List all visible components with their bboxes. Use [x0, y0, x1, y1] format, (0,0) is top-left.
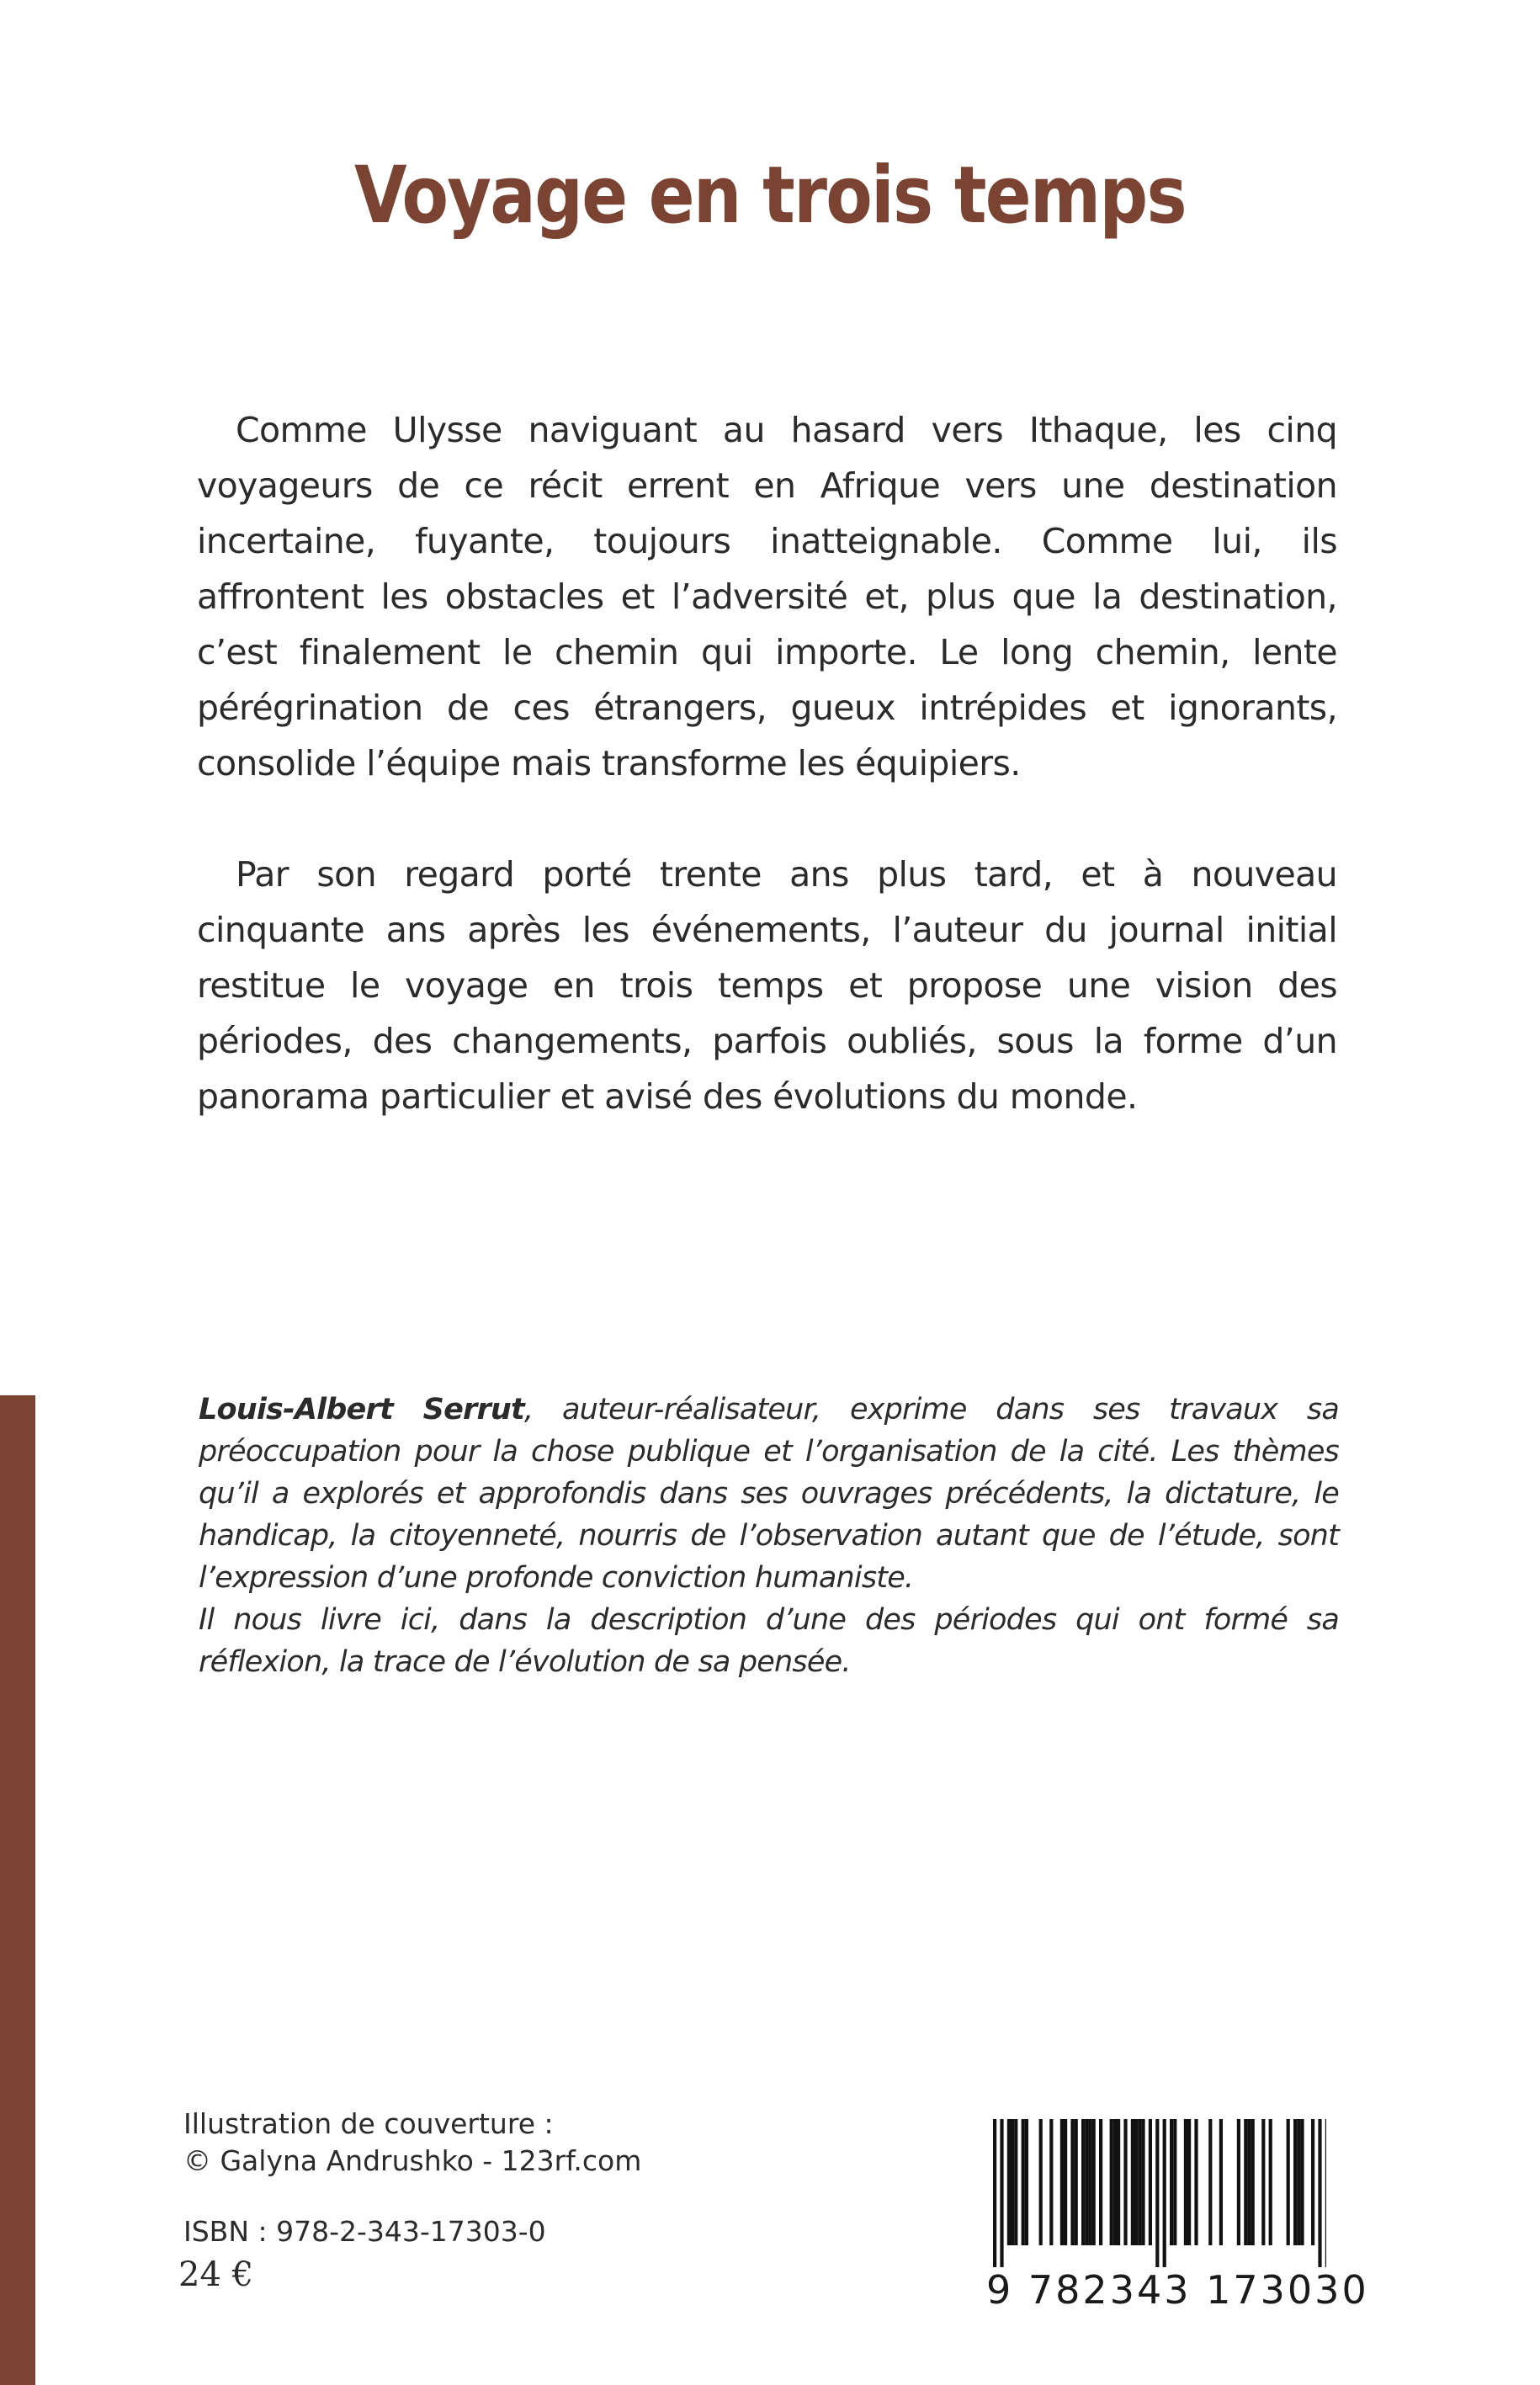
barcode-bar: [1173, 2119, 1176, 2245]
barcode-bar: [1170, 2119, 1173, 2245]
credits-source: © Galyna Andrushko - 123rf.com: [183, 2144, 642, 2177]
barcode-bar: [1070, 2119, 1074, 2245]
illustration-credits: [183, 2106, 641, 2180]
barcode-bar: [1194, 2119, 1197, 2245]
barcode-bar: [1049, 2119, 1053, 2245]
barcode-bar: [1007, 2119, 1011, 2245]
barcode-bar: [1247, 2119, 1251, 2245]
barcode-number: 9 782343 173030: [986, 2267, 1369, 2313]
barcode-bar: [1149, 2119, 1152, 2245]
author-bio: [199, 1389, 1339, 1683]
author-bio-paragraph-2: Il nous livre ici, dans la description d’une des périodes qui ont formé sa réflexion, la trace de l’évolution de sa pensée.: [199, 1603, 1339, 1679]
barcode-bar: [1113, 2119, 1117, 2245]
barcode-bar: [1000, 2119, 1003, 2267]
barcode-bar: [1123, 2119, 1127, 2245]
barcode-bar: [1297, 2119, 1300, 2245]
barcode-bar: [1311, 2119, 1314, 2245]
barcode-bar: [1060, 2119, 1064, 2245]
barcode-bar: [1011, 2119, 1014, 2245]
barcode-bar: [1208, 2119, 1212, 2245]
summary-paragraph-1: Comme Ulysse naviguant au hasard vers Ithaque, les cinq voyageurs de ce récit errent en Afrique vers une destination incertaine, fuyante, toujours inatteignable. Comme lui, ils affrontent les obstacles et l’adversité et, plus que la destination, c’est finalement le chemin qui importe. Le long chemin, lente pérégrination de ces étrangers, gueux intrépides et ignorants, consolide l’équipe mais transforme les équipiers.: [197, 410, 1337, 783]
barcode-bar: [1092, 2119, 1096, 2245]
barcode-bar: [1244, 2119, 1247, 2245]
barcode-bar: [1184, 2119, 1187, 2245]
barcode-bar: [1261, 2119, 1265, 2245]
barcode-bar: [1117, 2119, 1120, 2245]
barcode-bar: [1131, 2119, 1134, 2245]
barcode-bar: [1237, 2119, 1240, 2245]
barcode-bar: [1187, 2119, 1191, 2245]
barcode-bar: [1251, 2119, 1255, 2245]
barcode-bar: [1300, 2119, 1304, 2245]
barcode-bar: [1025, 2119, 1028, 2245]
barcode-bar: [1155, 2119, 1159, 2267]
book-title: Voyage en trois temps: [354, 150, 1186, 242]
summary-paragraph-2: Par son regard porté trente ans plus tard, et à nouveau cinquante ans après les événements, l’auteur du journal initial restitue le voyage en trois temps et propose une vision des périodes, des changements, parfois oubliés, sous la forme d’un panorama particulier et avisé des évolutions du monde.: [197, 854, 1337, 1117]
barcode-bar: [1085, 2119, 1088, 2245]
barcode-bar: [1163, 2119, 1166, 2267]
barcode-bar: [1293, 2119, 1297, 2245]
barcode-bar: [1134, 2119, 1138, 2245]
barcode-bar: [1269, 2119, 1272, 2245]
price: 24 €: [178, 2255, 254, 2294]
barcode-bar: [1064, 2119, 1067, 2245]
barcode-bar: [1110, 2119, 1113, 2245]
author-name: Louis-Albert Serrut: [199, 1393, 524, 1426]
barcode-bar: [1141, 2119, 1144, 2245]
decorative-side-bar: [0, 1395, 35, 2385]
barcode-bar: [1022, 2119, 1025, 2245]
barcode-bar: [1088, 2119, 1091, 2245]
isbn-number: ISBN : 978-2-343-17303-0: [183, 2215, 546, 2248]
barcode-bar: [1325, 2119, 1326, 2267]
author-bio-text: , auteur-réalisateur, exprime dans ses travaux sa préoccupation pour la chose publique et l’organisation de la cité. Les thèmes qu’il a explorés et approfondis dans ses ouvrages précédents, la dictature, le handicap, la citoyenneté, nourris de l’observation autant que de l’étude, sont l’expression d’une profonde conviction humaniste.: [199, 1393, 1339, 1595]
barcode-bar: [993, 2119, 996, 2267]
credits-label: Illustration de couverture :: [183, 2107, 554, 2140]
barcode-bar: [1014, 2119, 1017, 2245]
barcode-bar: [1219, 2119, 1223, 2245]
barcode-bar: [1075, 2119, 1078, 2245]
barcode-bar: [1081, 2119, 1085, 2245]
barcode-bar: [1287, 2119, 1290, 2245]
barcode: [986, 2119, 1369, 2313]
summary-text: [197, 402, 1337, 1124]
barcode-bars: [986, 2119, 1326, 2267]
barcode-bar: [1099, 2119, 1102, 2245]
author-bio-paragraph: [199, 1389, 1339, 1599]
barcode-bar: [1039, 2119, 1043, 2245]
barcode-bar: [1318, 2119, 1321, 2267]
barcode-bar: [1138, 2119, 1141, 2245]
